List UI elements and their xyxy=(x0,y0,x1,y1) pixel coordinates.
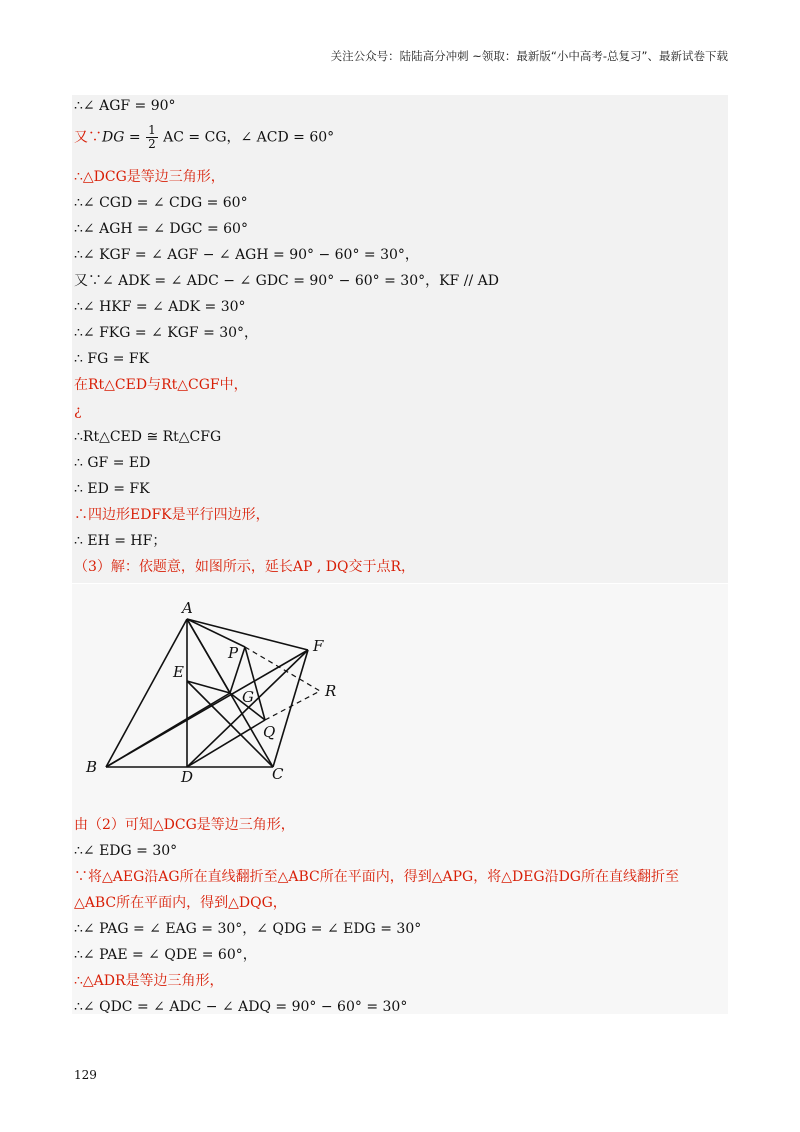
proof-line: ∴∠ HKF = ∠ ADK = 30° xyxy=(74,299,246,315)
proof-line: ∴ GF = ED xyxy=(74,455,151,471)
proof-line: △ABC所在平面内，得到△DQG， xyxy=(74,895,287,911)
page-header: 关注公众号：陆陆高分冲刺 ~领取：最新版“小中高考-总复习”、最新试卷下载 xyxy=(330,49,728,63)
proof-line-fraction: 又∵DG = $\frac{1}{2}$ AC = CG，∠ ACD = 60° xyxy=(74,123,335,151)
proof-line: ∴∠ AGH = ∠ DGC = 60° xyxy=(74,221,248,237)
proof-line: ∴ EH = HF； xyxy=(74,533,167,549)
label-D: D xyxy=(181,768,194,786)
proof-line: ∴Rt△CED ≅ Rt△CFG xyxy=(74,429,222,445)
proof-line: ∴∠ KGF = ∠ AGF − ∠ AGH = 90° − 60° = 30°， xyxy=(74,247,419,263)
proof-line: ∴ ED = FK xyxy=(74,481,150,497)
proof-line: ∴∠ EDG = 30° xyxy=(74,843,178,859)
proof-line: ∵将△AEG沿AG所在直线翻折至△ABC所在平面内，得到△APG，将△DEG沿DG所在直线翻折至 xyxy=(74,869,679,885)
label-R: R xyxy=(325,682,337,700)
label-E: E xyxy=(173,663,184,681)
label-G: G xyxy=(242,688,254,706)
label-A: A xyxy=(182,599,193,617)
proof-line: 又∵∠ ADK = ∠ ADC − ∠ GDC = 90° − 60° = 30°，KF // AD xyxy=(74,273,499,289)
label-Q: Q xyxy=(263,723,276,741)
proof-line: 在Rt△CED与Rt△CGF中， xyxy=(74,377,248,393)
proof-line: ∴∠ PAE = ∠ QDE = 60°， xyxy=(74,947,257,963)
label-F: F xyxy=(313,637,324,655)
proof-line: ∴∠ AGF = 90° xyxy=(74,98,176,114)
proof-line: ∴∠ PAG = ∠ EAG = 30°，∠ QDG = ∠ EDG = 30° xyxy=(74,921,422,937)
proof-line: ∴△ADR是等边三角形， xyxy=(74,973,224,989)
label-C: C xyxy=(272,765,284,783)
fraction-half: $\frac{1}{2}$ xyxy=(148,123,156,151)
proof-line: ∴∠ CGD = ∠ CDG = 60° xyxy=(74,195,248,211)
proof-line: ∴∠ QDC = ∠ ADC − ∠ ADQ = 90° − 60° = 30° xyxy=(74,999,408,1015)
page-number: 129 xyxy=(74,1068,97,1082)
proof-line: （3）解：依题意，如图所示，延长AP , DQ交于点R， xyxy=(74,559,416,575)
proof-line: ∴四边形EDFK是平行四边形， xyxy=(74,507,270,523)
proof-line: ∴△DCG是等边三角形， xyxy=(74,169,225,185)
proof-line: ¿ xyxy=(74,403,82,419)
label-P: P xyxy=(228,644,239,662)
proof-line: 由（2）可知△DCG是等边三角形， xyxy=(74,817,295,833)
proof-line: ∴∠ FKG = ∠ KGF = 30°， xyxy=(74,325,259,341)
label-B: B xyxy=(86,758,98,776)
geometry-figure xyxy=(80,595,350,790)
proof-line: ∴ FG = FK xyxy=(74,351,150,367)
